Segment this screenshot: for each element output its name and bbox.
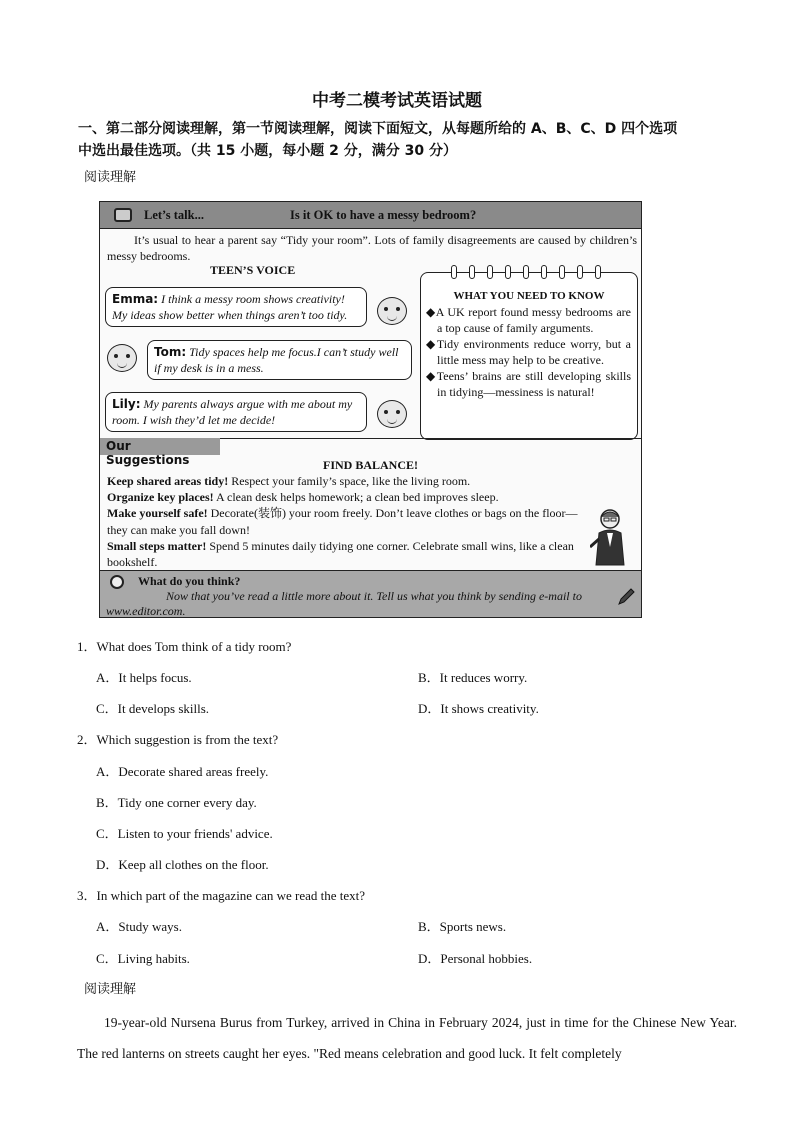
suggestion-head: Organize key places! bbox=[107, 490, 214, 505]
emma-name: Emma: bbox=[112, 292, 159, 306]
suggestion-head: Small steps matter! bbox=[107, 538, 207, 553]
emma-bubble bbox=[105, 287, 367, 327]
pencil-icon bbox=[616, 587, 636, 607]
teen-voice-heading: TEEN’S VOICE bbox=[210, 263, 296, 277]
q1-option-a[interactable]: A．It helps focus. bbox=[96, 670, 192, 685]
tom-name: Tom: bbox=[154, 345, 187, 359]
suggestion-item bbox=[107, 489, 582, 505]
section-label: 阅读理解 bbox=[84, 170, 137, 185]
suggestion-text: A clean desk helps homework; a clean bed improves sleep. bbox=[213, 490, 499, 505]
question-3-stem: 3．In which part of the magazine can we read the text? bbox=[77, 888, 366, 903]
think-title: What do you think? bbox=[138, 574, 241, 588]
tom-bubble bbox=[147, 340, 412, 380]
instruction-line-2: 中选出最佳选项。（共 15 小题，每小题 2 分，满分 30 分） bbox=[78, 143, 457, 159]
think-text: Now that you’ve read a little more about it. Tell us what you think by sending e-mail to www.editor.com. bbox=[106, 589, 582, 618]
lily-name: Lily: bbox=[112, 397, 141, 411]
spiral-ring-icon bbox=[505, 265, 511, 279]
spiral-ring-icon bbox=[487, 265, 493, 279]
intro-text: It’s usual to hear a parent say “Tidy your room”. Lots of family disagreements are caused by children’s messy bedrooms. bbox=[107, 233, 637, 263]
teacher-illustration-icon bbox=[590, 507, 630, 567]
q3-option-a[interactable]: A．Study ways. bbox=[96, 919, 182, 934]
suggestion-item bbox=[107, 538, 582, 570]
q3-option-b[interactable]: B．Sports news. bbox=[418, 919, 507, 934]
lightbulb-icon bbox=[110, 575, 124, 589]
spiral-ring-icon bbox=[559, 265, 565, 279]
lily-text: My parents always argue with me about my room. I wish they’d let me decide! bbox=[112, 397, 353, 427]
suggestions-list bbox=[107, 473, 582, 570]
emma-text: I think a messy room shows creativity! My ideas show better when things aren’t too tidy. bbox=[112, 292, 348, 322]
instruction-line-1: 一、第二部分阅读理解，第一节阅读理解，阅读下面短文，从每题所给的 A、B、C、D 四个选项 bbox=[78, 121, 678, 137]
passage-2-text: 19-year-old Nursena Burus from Turkey, arrived in China in February 2024, just in time for the Chinese New Year. The red lanterns on streets caught her eyes. "Red means celebration and good luck. It felt completely bbox=[77, 1015, 737, 1061]
note-item: ◆A UK report found messy bedrooms are a top cause of family arguments. bbox=[426, 305, 631, 335]
section-label: 阅读理解 bbox=[84, 982, 137, 997]
know-notepad bbox=[420, 272, 638, 440]
note-item: ◆Teens’ brains are still developing skills in tidying—messiness is natural! bbox=[426, 369, 631, 399]
suggestion-text: Respect your family’s space, like the living room. bbox=[228, 474, 471, 488]
suggestion-text: Spend 5 minutes daily tidying one corner. Celebrate small wins, like a clean bookshelf. bbox=[107, 538, 574, 570]
suggestion-text: Decorate(装饰) your room freely. Don’t leave clothes or bags on the floor—they can make you fall down! bbox=[107, 506, 578, 537]
lily-face-icon bbox=[377, 400, 407, 428]
magazine-header bbox=[100, 202, 641, 229]
question-2-stem: 2．Which suggestion is from the text? bbox=[77, 732, 279, 747]
q2-option-d[interactable]: D．Keep all clothes on the floor. bbox=[96, 857, 269, 872]
suggestion-head: Make yourself safe! bbox=[107, 506, 208, 521]
spiral-ring-icon bbox=[541, 265, 547, 279]
q2-option-b[interactable]: B．Tidy one corner every day. bbox=[96, 795, 257, 810]
question-1-stem: 1．What does Tom think of a tidy room? bbox=[77, 639, 292, 654]
suggestions-label: Our Suggestions bbox=[100, 438, 220, 455]
note-title: WHAT YOU NEED TO KNOW bbox=[453, 290, 605, 302]
find-balance-heading: FIND BALANCE! bbox=[322, 458, 418, 472]
q1-option-b[interactable]: B．It reduces worry. bbox=[418, 670, 528, 685]
chat-bubble-icon bbox=[114, 208, 132, 222]
q1-option-c[interactable]: C．It develops skills. bbox=[96, 701, 210, 716]
tom-text: Tidy spaces help me focus.I can’t study well if my desk is in a mess. bbox=[154, 345, 399, 375]
note-item: ◆Tidy environments reduce worry, but a little mess may help to be creative. bbox=[426, 337, 631, 367]
spiral-ring-icon bbox=[451, 265, 457, 279]
suggestion-head: Keep shared areas tidy! bbox=[107, 474, 229, 488]
header-talk: Let’s talk... bbox=[144, 208, 204, 222]
q3-option-c[interactable]: C．Living habits. bbox=[96, 951, 190, 966]
q2-option-a[interactable]: A．Decorate shared areas freely. bbox=[96, 764, 269, 779]
magazine-figure bbox=[99, 201, 642, 618]
header-question: Is it OK to have a messy bedroom? bbox=[290, 208, 477, 222]
suggestion-item bbox=[107, 505, 582, 537]
spiral-ring-icon bbox=[595, 265, 601, 279]
emma-face-icon bbox=[377, 297, 407, 325]
q2-option-c[interactable]: C．Listen to your friends' advice. bbox=[96, 826, 273, 841]
page-title: 中考二模考试英语试题 bbox=[312, 91, 482, 111]
q1-option-d[interactable]: D．It shows creativity. bbox=[418, 701, 539, 716]
spiral-ring-icon bbox=[577, 265, 583, 279]
think-bar bbox=[100, 570, 641, 618]
spiral-ring-icon bbox=[469, 265, 475, 279]
lily-bubble bbox=[105, 392, 367, 432]
suggestion-item bbox=[107, 473, 582, 489]
tom-face-icon bbox=[107, 344, 137, 372]
note-body bbox=[426, 304, 631, 400]
q3-option-d[interactable]: D．Personal hobbies. bbox=[418, 951, 533, 966]
spiral-ring-icon bbox=[523, 265, 529, 279]
